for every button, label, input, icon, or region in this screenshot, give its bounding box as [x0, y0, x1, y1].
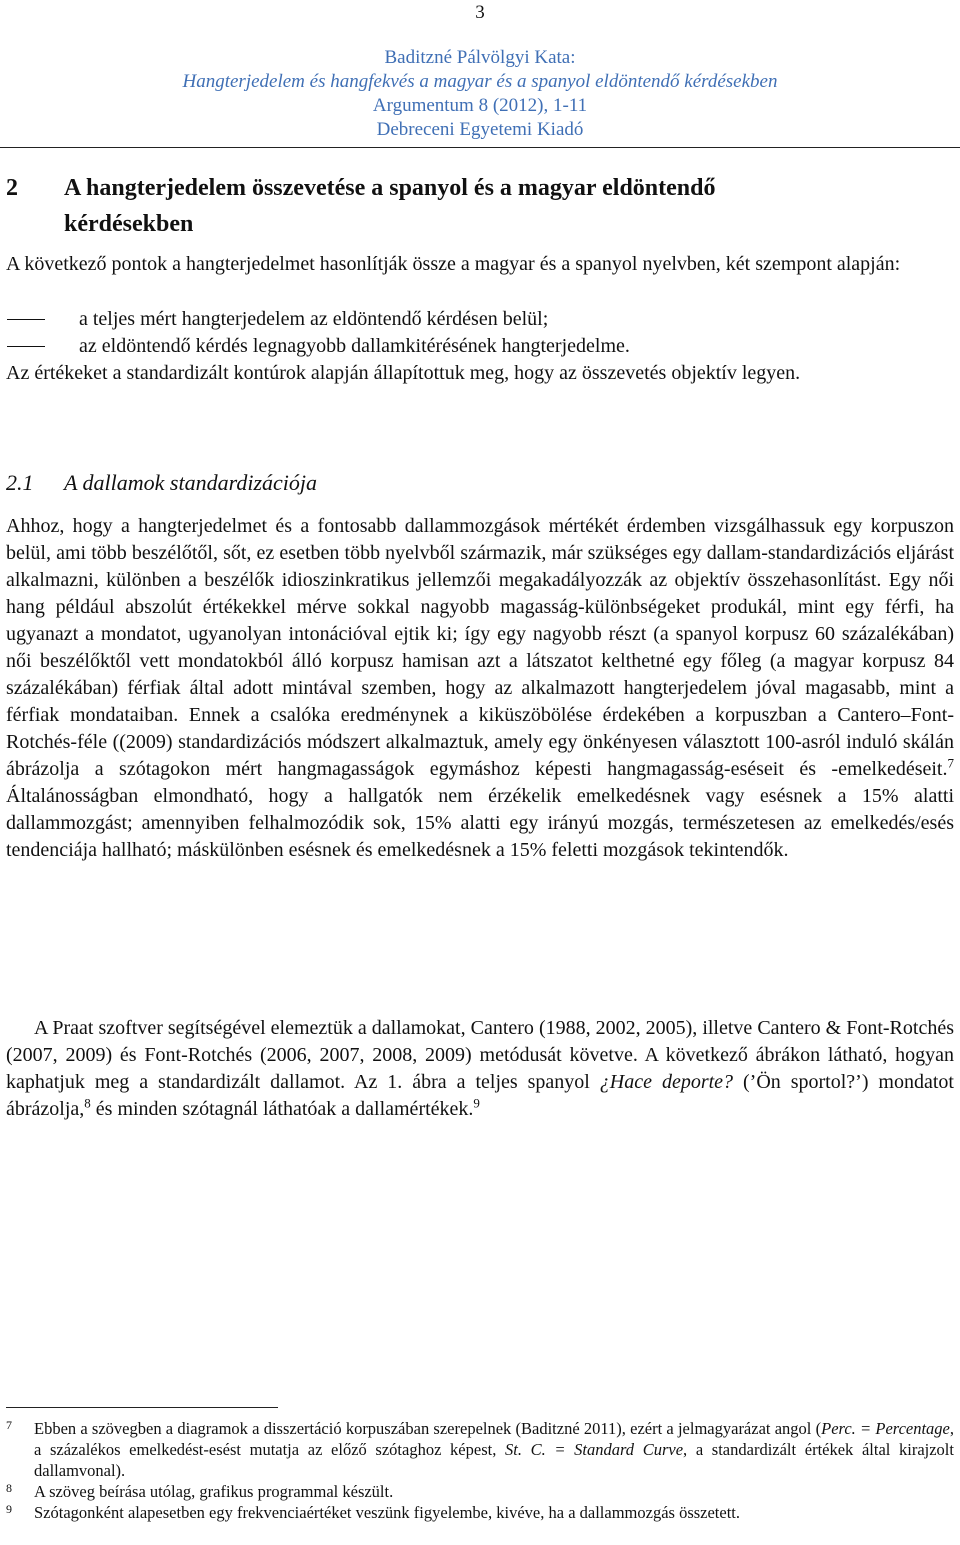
list-item	[6, 306, 954, 333]
intro-paragraph: A következő pontok a hangterjedelmet hasonlítják össze a magyar és a spanyol nyelvben, két szempont alapján:	[6, 253, 901, 275]
section-title-line2: kérdésekben	[64, 211, 194, 237]
footnote-mark: 8	[6, 1481, 12, 1495]
body-paragraph-2	[6, 1015, 954, 1123]
footnote-9	[6, 1502, 954, 1523]
footnote-mark: 9	[6, 1502, 12, 1516]
footnote-mark: 7	[6, 1418, 12, 1432]
header-title: Hangterjedelem és hangfekvés a magyar és a spanyol eldöntendő kérdésekben	[182, 71, 778, 92]
footnote-7	[6, 1418, 954, 1481]
list-item-text: az eldöntendő kérdés legnagyobb dallamkitérésének hangterjedelme.	[79, 335, 630, 357]
body2-part1: A Praat szoftver segítségével elemeztük a dallamokat, Cantero (1988, 2002, 2005), illetve Cantero & Font-Rotchés (2007, 2009) és Font-Rotchés (2006, 2007, 2008, 2009) metódusát követve. A következő ábrákon látható, hogyan kaphatjuk meg a standardizált dallamot. Az 1. ábra a teljes spanyol	[6, 1017, 954, 1093]
list-item-text: a teljes mért hangterjedelem az eldöntendő kérdésen belül;	[79, 308, 549, 330]
dash-bullet-icon	[7, 319, 45, 320]
dash-bullet-icon	[7, 346, 45, 347]
footnote-ref: 7	[947, 755, 954, 771]
footnote-text: A szöveg beírása utólag, grafikus programmal készült.	[34, 1482, 394, 1501]
criteria-list	[6, 306, 954, 360]
footnote-ref: 9	[473, 1095, 480, 1111]
header-publisher: Debreceni Egyetemi Kiadó	[376, 119, 584, 140]
subsection-title: A dallamok standardizációja	[64, 470, 317, 495]
list-item	[6, 333, 954, 360]
header-author: Baditzné Pálvölgyi Kata:	[384, 47, 576, 68]
footnote-text: Szótagonként alapesetben egy frekvenciaértéket veszünk figyelembe, kivéve, ha a dallammozgás összetett.	[34, 1503, 741, 1522]
header-divider	[0, 147, 960, 148]
subsection-heading	[6, 468, 317, 498]
footnote-ref: 8	[84, 1095, 91, 1111]
footnotes	[6, 1418, 954, 1523]
header-journal: Argumentum 8 (2012), 1-11	[372, 95, 588, 116]
body2-part3: és minden szótagnál láthatóak a dallamértékek.	[90, 1098, 474, 1120]
body1-main: Ahhoz, hogy a hangterjedelmet és a fontosabb dallammozgások mértékét érdemben vizsgálhassuk egy korpuszon belül, ami több beszélőtől, sőt, ez esetben több nyelvből származik, már szükséges egy dallam-standardizációs eljárást alkalmazni, különben a beszélők idioszinkratikus jellemzői megakadályozzák az objektív összehasonlítást. Egy női hang például abszolút értékekkel mérve sokkal nagyobb magasság-különbségeket produkál, mint egy férfi, ha ugyanazt a mondatot, ugyanolyan intonációval ejtik ki; így egy nagyobb részt (a spanyol korpusz 60 százalékában) női beszélőktől vett mondatokból álló korpusz hamisan azt a látszatot kelthetné egy főleg (a magyar korpusz 84 százalékában) férfiak által adott mintával szemben, hogy az alkalmazott hangterjedelem jóval magasabb, mint a férfiak mondataiban. Ennek a csalóka eredménynek a kiküszöbölése érdekében a korpuszban a Cantero–Font-Rotchés-féle ((2009) standardizációs módszert alkalmaztuk, amely egy önkényesen választott 100-asról induló skálán ábrázolja a szótagokon mért hangmagasságok egymáshoz képesti hangmagasság-eséseit és -emelkedéseit.	[6, 515, 954, 780]
section-title-line1: A hangterjedelem összevetése a spanyol és a magyar eldöntendő	[64, 175, 716, 201]
subsection-number: 2.1	[6, 470, 34, 495]
spanish-example: ¿Hace deporte?	[599, 1071, 734, 1093]
body-paragraph-1	[6, 513, 954, 864]
page-number: 3	[475, 2, 485, 23]
section-number: 2	[6, 175, 18, 201]
running-header	[0, 46, 960, 142]
objectivity-paragraph: Az értékeket a standardizált kontúrok alapján állapítottuk meg, hogy az összevetés objektív legyen.	[6, 362, 801, 384]
body1-tail: Általánosságban elmondható, hogy a hallgatók nem érzékelik emelkedésnek vagy esésnek a 15% alatti dallammozgást; amennyiben felhalmozódik sok, 15% alatti egy irányú mozgás, természetesen az emelkedés/esés tendenciája hallható; máskülönben esésnek és emelkedésnek a 15% feletti mozgások tekintendők.	[6, 785, 954, 861]
footnote-8	[6, 1481, 954, 1502]
footnote-divider	[6, 1407, 278, 1408]
footnote-text: Ebben a szövegben a diagramok a disszertáció korpuszában szerepelnek (Baditzné 2011), ezért a jelmagyarázat angol (Perc. = Percentage, a százalékos emelkedést-esést mutatja az előző szótaghoz képest, St. C. = Standard Curve, a standardizált értékek által kirajzolt dallamvonal).	[34, 1419, 955, 1480]
body2-part2: (’Ön sportol?’) mondatot ábrázolja,	[6, 1071, 954, 1120]
section-heading	[6, 170, 946, 242]
